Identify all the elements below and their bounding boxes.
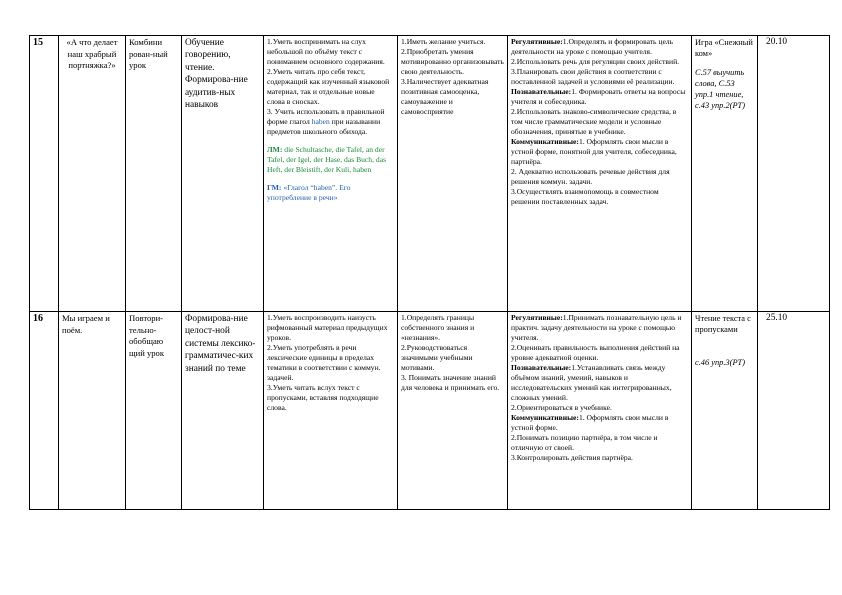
lm-text: die Schultasche, die Tafel, an der Tafel, der Igel, der Hase, das Buch, das Heft, der Bleistift, der Kuli, haben <box>267 145 387 174</box>
personal-results <box>398 36 508 312</box>
gm-text: «Глагол “haben”. Его употребление в речи» <box>267 183 351 202</box>
uud-item: Познавательные:1. Формировать ответы на вопросы учителя и собеседника. <box>511 87 686 106</box>
uud-item: 3.Осуществлять взаимопомощь в совместном решении поставленных задач. <box>511 187 659 206</box>
uud-item: Коммуникативные:1. Оформлять свои мысли в устной форме. <box>511 413 669 432</box>
personal-item: 2.Приобретать умения мотивированно организовывать свою деятельность. <box>401 47 504 76</box>
uud-item: 2.Оценивать правильность выполнения действий на уровне адекватной оценки. <box>511 343 680 362</box>
lexical-material <box>267 145 394 175</box>
lesson-date: 20.10 <box>758 36 830 312</box>
goal-line: Формирова-ние аудитив-ных навыков <box>185 75 248 111</box>
subject-skills <box>264 312 398 510</box>
skill-item <box>267 107 394 137</box>
lesson-number: 16 <box>30 312 59 510</box>
skill-item: 1.Уметь воспринимать на слух небольшой по объёму текст с пониманием основного содержания. <box>267 37 385 66</box>
table-row <box>30 312 830 510</box>
uud-item: 2.Ориентироваться в учебнике. <box>511 403 612 412</box>
uud-item: Познавательные:1.Устанавливать связь между объёмом знаний, умений, навыков и исследовательских умений как интегрированных, сложных умений. <box>511 363 672 402</box>
lesson-topic: Мы играем и поём. <box>59 312 126 510</box>
goal-line: Обучение говорению, чтение. <box>185 38 231 73</box>
uud-results <box>508 312 692 510</box>
uud-item: Регулятивные:1.Определять и формировать цель деятельности на уроке с помощью учителя. <box>511 37 674 56</box>
uud-results <box>508 36 692 312</box>
personal-item: 3. Понимать значение знаний для человека и принимать его. <box>401 373 500 392</box>
lesson-type: Комбини рован-ный урок <box>126 36 182 312</box>
lesson-number: 15 <box>30 36 59 312</box>
table-row <box>30 36 830 312</box>
skill-item: 3.Уметь читать вслух текст с пропусками, вставляя подходящие слова. <box>267 383 379 412</box>
personal-item: 3.Наличествует адекватная позитивная самооценка, самоуважение и самовосприятие <box>401 77 489 116</box>
personal-item: 1.Определять границы собственного знания и «незнания». <box>401 313 475 342</box>
personal-item: 1.Иметь желание учиться. <box>401 37 486 46</box>
personal-results <box>398 312 508 510</box>
lesson-goal <box>182 312 264 510</box>
goal-line: Формирова-ние целост-ной системы лексико-грамматичес-ких знаний по теме <box>185 314 256 374</box>
uud-item: Коммуникативные:1. Оформлять свои мысли в устной форме, понятной для учителя, собеседника, партнёра. <box>511 137 677 166</box>
highlight-word: haben <box>311 117 330 126</box>
skill-item: 1.Уметь воспроизводить наизусть рифмованный материал предыдущих уроков. <box>267 313 388 342</box>
grammar-material <box>267 183 394 203</box>
uud-item: 2.Использовать речь для регуляции своих действий. <box>511 57 680 66</box>
personal-item: 2.Руководствоваться значимыми учебными мотивами. <box>401 343 473 372</box>
uud-item: 2.Понимать позицию партнёра, в том числе и отличную от своей. <box>511 433 658 452</box>
skill-text: 3. Учить использовать в правильной форме глагол <box>267 107 385 126</box>
form-text: Игра «Снежный ком» <box>695 38 753 58</box>
subject-skills <box>264 36 398 312</box>
uud-item: 2.Использовать знаково-символические средства, в том числе грамматические модели и условные обозначения, принятые в учебнике. <box>511 107 677 136</box>
skill-text: при назывании предметов школьного обихода. <box>267 117 381 136</box>
lesson-plan-table <box>29 35 830 510</box>
gm-label: ГМ: <box>267 183 282 192</box>
uud-item: 3.Планировать свои действия в соответствии с поставленной задачей и условиями её реализации. <box>511 67 675 86</box>
skill-item: 2.Уметь употреблять в речи лексические единицы в пределах тематики в соответствии с коммун. задачей. <box>267 343 381 382</box>
lesson-goal <box>182 36 264 312</box>
activity-form <box>692 36 758 312</box>
lm-label: ЛМ: <box>267 145 283 154</box>
homework-text: С.57 выучить слова, С.53 упр.1 чтение, с.43 упр.2(РТ) <box>695 68 746 110</box>
uud-item: 2. Адекватно использовать речевые действия для решения коммун. задачи. <box>511 167 670 186</box>
homework-text: с.46 упр.3(РТ) <box>695 358 746 367</box>
skill-item: 2.Уметь читать про себя текст, содержащий как изученный языковой материал, так и отдельные новые слова в сносках. <box>267 67 390 106</box>
lesson-topic: «А что делает наш храбрый портняжка?» <box>59 36 126 312</box>
form-text: Чтение текста с пропусками <box>695 314 751 334</box>
lesson-type: Повтори-тельно-обобщаю щий урок <box>126 312 182 510</box>
uud-item: 3.Контролировать действия партнёра. <box>511 453 633 462</box>
activity-form <box>692 312 758 510</box>
uud-item: Регулятивные:1.Принимать познавательную цель и практич. задачу деятельности на уроке с помощью учителя. <box>511 313 682 342</box>
lesson-date: 25.10 <box>758 312 830 510</box>
